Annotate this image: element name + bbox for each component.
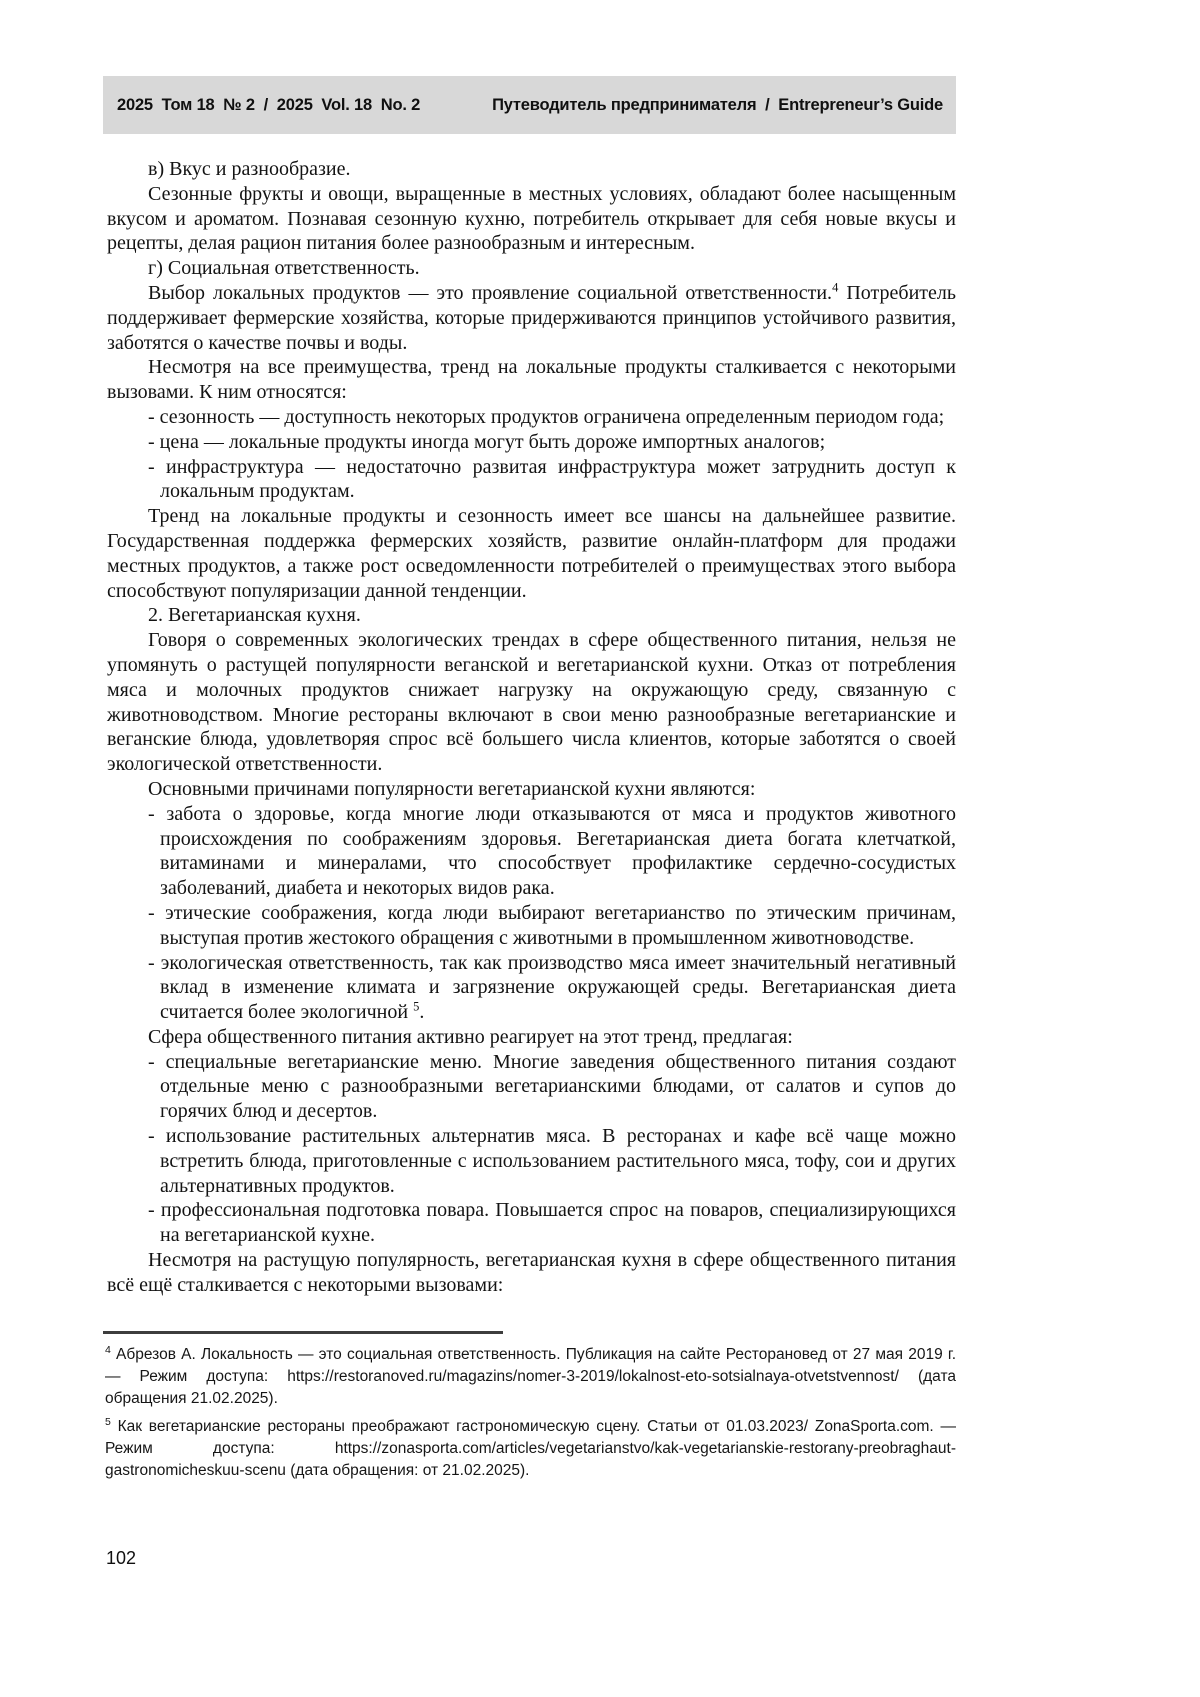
footnote: $^5$ Как вегетарианские рестораны преображают гастрономическую сцену. Статьи от 01.03.2023/ ZonaSporta.com. — Режим доступа: https://zonasporta.com/articles/vegetarianstvo/kak-vegetarianskie-restorany-preobraghaut-gastronomicheskuu-scenu (дата обращения: от 21.02.2025).	[105, 1416, 956, 1479]
journal-title: Путеводитель предпринимателя / Entrepreneur’s Guide	[492, 95, 943, 114]
body-paragraph: Сезонные фрукты и овощи, выращенные в местных условиях, обладают более насыщенным вкусом и ароматом. Познавая сезонную кухню, потребитель открывает для себя новые вкусы и рецепты, делая рацион питания более разнообразным и интересным.	[107, 182, 956, 255]
footnote-separator	[103, 1331, 503, 1334]
list-item-paragraph: - сезонность — доступность некоторых продуктов ограничена определенным периодом года;	[148, 405, 945, 428]
body-paragraph: г) Социальная ответственность.	[148, 257, 420, 280]
list-item-paragraph: - использование растительных альтернатив мяса. В ресторанах и кафе всё чаще можно встретить блюда, приготовленные с использованием растительного мяса, тофу, сои и других альтернативных продуктов.	[148, 1125, 956, 1197]
footnote: $^4$ Абрезов А. Локальность — это социальная ответственность. Публикация на сайте Ресторановед от 27 мая 2019 г. — Режим доступа: https://restoranoved.ru/magazins/nomer-3-2019/lokalnost-eto-sotsialnaya-otvetstvennost/ (дата обращения 21.02.2025).	[105, 1343, 956, 1407]
body-paragraph: Говоря о современных экологических трендах в сфере общественного питания, нельзя не упомянуть о растущей популярности веганской и вегетарианской кухни. Отказ от потребления мяса и молочных продуктов снижает нагрузку на окружающую среду, связанную с животноводством. Многие рестораны включают в свои меню разнообразные вегетарианские и веганские блюда, удовлетворяя спрос всё большего числа клиентов, которые заботятся о своей экологической ответственности.	[107, 629, 956, 776]
article-body	[107, 157, 956, 1298]
list-item-paragraph: - этические соображения, когда люди выбирают вегетарианство по этическим причинам, выступая против жестокого обращения с животными в промышленном животноводстве.	[148, 901, 956, 949]
list-item-paragraph: - специальные вегетарианские меню. Многие заведения общественного питания создают отдельные меню с разнообразными вегетарианскими блюдами, от салатов и супов до горячих блюд и десертов.	[148, 1050, 956, 1123]
body-paragraph: в) Вкус и разнообразие.	[148, 158, 351, 180]
footnote-ref: 5	[413, 999, 420, 1014]
list-item-paragraph: - инфраструктура — недостаточно развитая инфраструктура может затруднить доступ к локальным продуктам.	[148, 455, 956, 503]
footnotes-section	[105, 1344, 956, 1489]
body-paragraph: Тренд на локальные продукты и сезонность имеет все шансы на дальнейшее развитие. Государственная поддержка фермерских хозяйств, развитие онлайн-платформ для продажи местных продуктов, а также рост осведомленности потребителей о преимуществах этого выбора способствуют популяризации данной тенденции.	[107, 505, 956, 602]
body-paragraph: Выбор локальных продуктов — это проявление социальной ответственности.$^4$ Потребитель поддерживает фермерские хозяйства, которые придерживаются принципов устойчивого развития, заботятся о качестве почвы и воды.	[107, 280, 956, 354]
footnote-marker: 4	[105, 1343, 111, 1356]
list-item-paragraph: - цена — локальные продукты иногда могут быть дороже импортных аналогов;	[148, 430, 826, 453]
body-paragraph: Сфера общественного питания активно реагирует на этот тренд, предлагая:	[148, 1025, 793, 1048]
footnote-ref: 4	[832, 280, 839, 295]
journal-header-bar	[103, 76, 956, 134]
page-number: 102	[106, 1548, 137, 1568]
list-item-paragraph: - экологическая ответственность, так как производство мяса имеет значительный негативный вклад в изменение климата и загрязнение окружающей среды. Вегетарианская диета считается более экологичной $^5$.	[148, 951, 956, 1024]
list-item-paragraph: - профессиональная подготовка повара. Повышается спрос на поваров, специализирующихся на вегетарианской кухне.	[148, 1199, 956, 1247]
list-item-paragraph: - забота о здоровье, когда многие люди отказываются от мяса и продуктов животного происхождения по соображениям здоровья. Вегетарианская диета богата клетчаткой, витаминами и минералами, что способствует профилактике сердечно-сосудистых заболеваний, диабета и некоторых видов рака.	[148, 802, 956, 900]
body-paragraph: Основными причинами популярности вегетарианской кухни являются:	[148, 777, 756, 800]
volume-info: 2025 Том 18 № 2 / 2025 Vol. 18 No. 2	[117, 95, 421, 114]
footnote-marker: 5	[105, 1416, 111, 1429]
body-paragraph: Несмотря на растущую популярность, вегетарианская кухня в сфере общественного питания всё ещё сталкивается с некоторыми вызовами:	[107, 1249, 956, 1296]
body-paragraph: 2. Вегетарианская кухня.	[148, 604, 361, 627]
body-paragraph: Несмотря на все преимущества, тренд на локальные продукты сталкивается с некоторыми вызовами. К ним относятся:	[107, 356, 956, 404]
